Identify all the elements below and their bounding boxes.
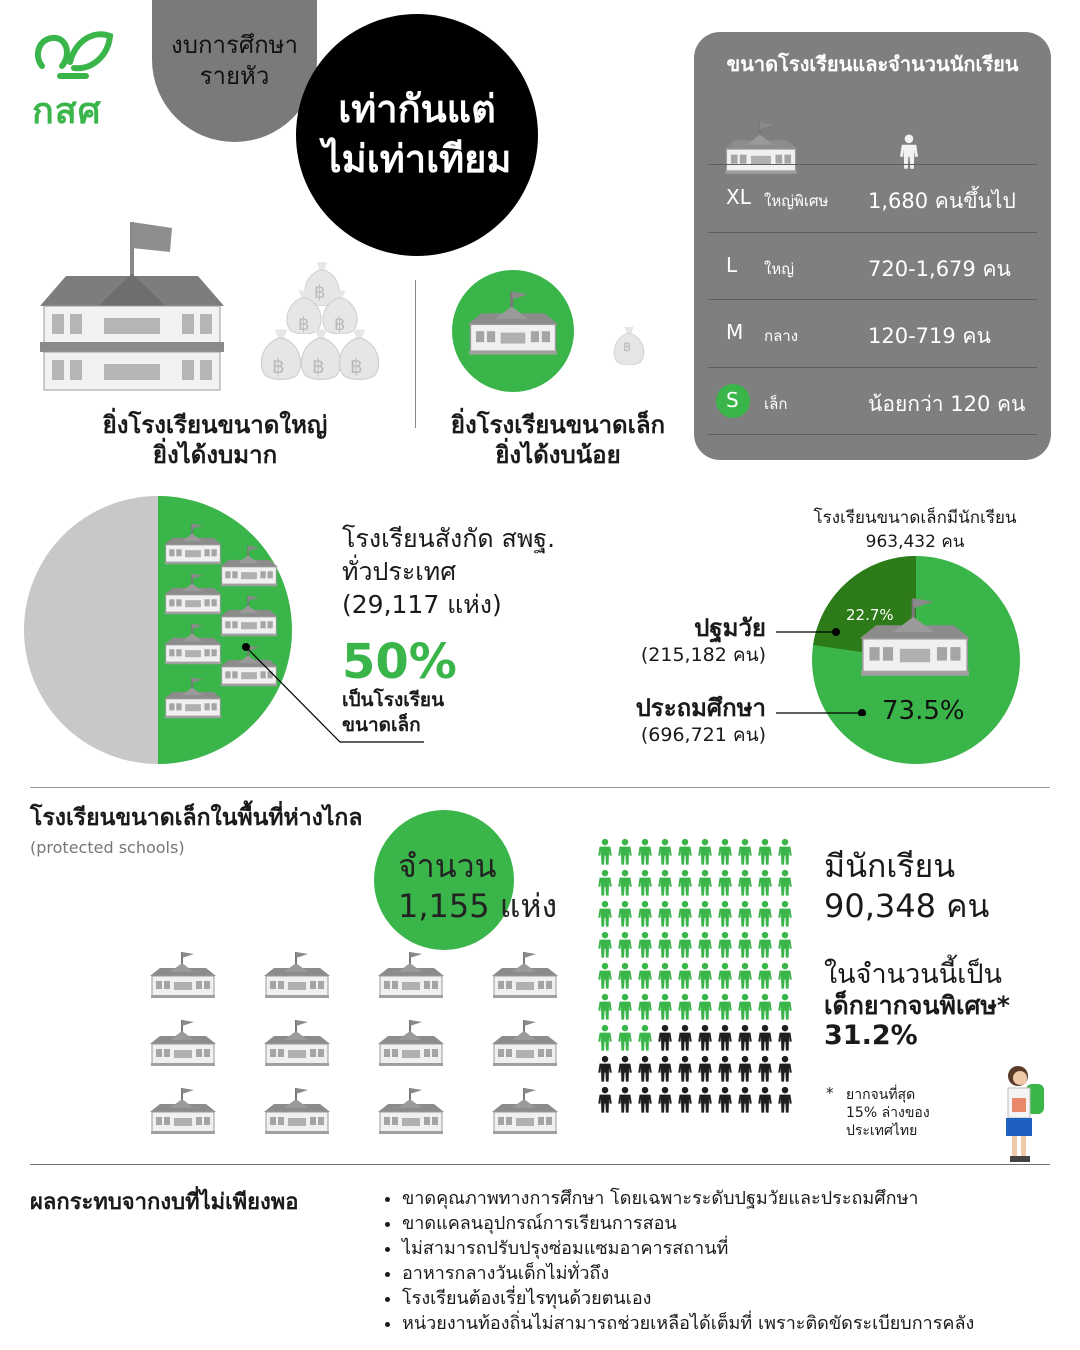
school-icon [490, 950, 560, 1000]
student-icon [696, 900, 714, 928]
student-icon [756, 993, 774, 1021]
school-size-table [694, 32, 1051, 460]
student-icon [676, 962, 694, 990]
school-icon [490, 1018, 560, 1068]
school-icon [148, 950, 218, 1000]
poor-percent: 31.2% [824, 1020, 918, 1051]
poor-student-icon [736, 1086, 754, 1114]
table-row [708, 299, 1037, 366]
student-icon [756, 900, 774, 928]
school-icon [148, 1086, 218, 1136]
logo-text: กสศ [32, 91, 102, 132]
poor-student-icon [756, 1086, 774, 1114]
size-label: กลาง [764, 327, 799, 345]
footnote: ยากจนที่สุด 15% ล่างของ ประเทศไทย [846, 1087, 930, 1139]
impact-item: • ขาดคุณภาพทางการศึกษา โดยเฉพาะระดับปฐมวัยและประถมศึกษา [402, 1186, 1062, 1211]
student-icon [596, 838, 614, 866]
large-school-icon [38, 218, 226, 393]
student-icon [736, 993, 754, 1021]
student-icon [656, 962, 674, 990]
school-icon [376, 1086, 446, 1136]
student-icon [616, 838, 634, 866]
poor-student-icon [696, 1086, 714, 1114]
student-icon [596, 993, 614, 1021]
primary-label: ประถมศึกษา [635, 694, 766, 722]
poor-student-icon [656, 1086, 674, 1114]
impact-title: ผลกระทบจากงบที่ไม่เพียงพอ [30, 1190, 299, 1215]
school-icon [376, 950, 446, 1000]
student-girl-icon [1000, 1064, 1052, 1166]
school-icon [490, 1086, 560, 1136]
student-icon [736, 962, 754, 990]
poor-student-icon [756, 1055, 774, 1083]
baht-symbol: ฿ [272, 354, 285, 378]
student-icon [756, 931, 774, 959]
student-pie-title: โรงเรียนขนาดเล็กมีนักเรียน 963,432 คน [813, 508, 1017, 552]
student-icon [656, 838, 674, 866]
pie-callout-lines [776, 626, 876, 716]
baht-symbol: ฿ [298, 314, 310, 335]
poor-student-icon [716, 1086, 734, 1114]
preschool-label: ปฐมวัย [694, 614, 766, 642]
size-code: S [726, 388, 739, 412]
callout-line [236, 636, 436, 746]
poor-student-icon [756, 1024, 774, 1052]
student-icon [696, 931, 714, 959]
section-divider [30, 1164, 1050, 1165]
small-school-caption-label: เป็นโรงเรียน ขนาดเล็ก [342, 689, 445, 736]
headline-bubble [296, 14, 538, 256]
baht-symbol: ฿ [312, 354, 325, 378]
poor-student-icon [696, 1055, 714, 1083]
student-icon [776, 869, 794, 897]
poor-student-icon [636, 1055, 654, 1083]
student-icon [756, 962, 774, 990]
student-people-grid [596, 838, 796, 1117]
size-count: 120-719 คน [868, 324, 991, 348]
baht-symbol: ฿ [334, 314, 346, 335]
student-icon [776, 993, 794, 1021]
logo-leaf-icon [30, 26, 116, 84]
student-icon [716, 900, 734, 928]
student-icon [616, 1024, 634, 1052]
student-icon [656, 900, 674, 928]
per-capita-text: งบการศึกษา รายหัว [171, 31, 298, 90]
student-icon [716, 962, 734, 990]
student-icon [736, 838, 754, 866]
student-icon [676, 869, 694, 897]
protected-title: โรงเรียนขนาดเล็กในพื้นที่ห่างไกล [30, 805, 363, 831]
large-school-caption: ยิ่งโรงเรียนขนาดใหญ่ ยิ่งได้งบมาก [102, 411, 328, 469]
money-bag-small [610, 322, 648, 366]
student-icon [596, 1024, 614, 1052]
school-icon [262, 1086, 332, 1136]
student-icon [596, 962, 614, 990]
size-code: L [726, 253, 738, 277]
impact-list [382, 1186, 1062, 1336]
student-icon [636, 1024, 654, 1052]
student-icon [616, 962, 634, 990]
size-label: ใหญ่พิเศษ [764, 192, 829, 210]
student-icon [736, 869, 754, 897]
student-icon [656, 931, 674, 959]
student-icon [696, 962, 714, 990]
size-code: XL [726, 185, 751, 209]
poor-intro: ในจำนวนนี้เป็น [824, 959, 1002, 990]
school-icon [262, 950, 332, 1000]
small-school-caption: ยิ่งโรงเรียนขนาดเล็ก ยิ่งได้งบน้อย [450, 411, 666, 469]
impact-item: • ขาดแคลนอุปกรณ์การเรียนการสอน [402, 1211, 1062, 1236]
poor-student-icon [616, 1086, 634, 1114]
baht-symbol: ฿ [314, 282, 326, 303]
student-icon [716, 993, 734, 1021]
obec-schools-title: โรงเรียนสังกัด สพฐ. ทั่วประเทศ (29,117 แห่ง) [342, 524, 556, 619]
protected-students: มีนักเรียน 90,348 คน [824, 847, 990, 925]
preschool-percent: 22.7% [846, 606, 894, 624]
student-icon [616, 900, 634, 928]
preschool-count: (215,182 คน) [640, 644, 766, 666]
student-icon [636, 931, 654, 959]
small-school-percent: 50% [342, 634, 457, 690]
student-icon [616, 931, 634, 959]
student-icon [616, 993, 634, 1021]
student-icon [676, 993, 694, 1021]
primary-count: (696,721 คน) [640, 724, 766, 746]
student-icon [636, 993, 654, 1021]
student-icon [756, 838, 774, 866]
primary-percent: 73.5% [882, 696, 965, 726]
size-count: 720-1,679 คน [868, 257, 1011, 281]
student-icon [736, 931, 754, 959]
impact-item: • โรงเรียนต้องเรี่ยไรทุนด้วยตนเอง [402, 1286, 1062, 1311]
headline-text: เท่ากันแต่ ไม่เท่าเทียม [322, 87, 512, 181]
large-school-illustration [38, 218, 226, 393]
protected-count: จำนวน 1,155 แห่ง [398, 847, 558, 925]
poor-student-icon [776, 1086, 794, 1114]
student-icon [636, 962, 654, 990]
school-icon [262, 1018, 332, 1068]
student-icon [676, 900, 694, 928]
baht-symbol: ฿ [350, 354, 363, 378]
table-row [708, 164, 1037, 231]
student-icon [716, 869, 734, 897]
poor-student-icon [596, 1086, 614, 1114]
student-icon [776, 900, 794, 928]
baht-symbol: ฿ [623, 340, 632, 355]
student-icon [656, 869, 674, 897]
student-icon [776, 931, 794, 959]
student-icon [736, 900, 754, 928]
poor-student-icon [596, 1055, 614, 1083]
student-icon [696, 869, 714, 897]
small-school-circle [452, 270, 574, 392]
section-divider [30, 787, 1050, 788]
poor-student-icon [656, 1024, 674, 1052]
student-icon [596, 869, 614, 897]
student-icon [616, 869, 634, 897]
footnote-mark: * [826, 1084, 834, 1102]
student-icon [636, 869, 654, 897]
student-icon [676, 838, 694, 866]
poor-student-icon [716, 1055, 734, 1083]
per-capita-bubble [152, 0, 317, 142]
student-icon [776, 962, 794, 990]
poor-student-icon [676, 1024, 694, 1052]
impact-item: • อาหารกลางวันเด็กไม่ทั่วถึง [402, 1261, 1062, 1286]
poor-student-icon [676, 1086, 694, 1114]
money-bags-large [254, 258, 384, 388]
table-row [708, 232, 1037, 299]
student-icon [636, 838, 654, 866]
table-row [708, 367, 1037, 435]
poor-student-icon [616, 1055, 634, 1083]
table-title: ขนาดโรงเรียนและจำนวนนักเรียน [726, 52, 1019, 76]
student-icon [596, 931, 614, 959]
poor-student-icon [776, 1055, 794, 1083]
student-icon [636, 900, 654, 928]
size-count: 1,680 คนขึ้นไป [868, 189, 1016, 213]
size-count: น้อยกว่า 120 คน [868, 392, 1026, 416]
student-icon [676, 931, 694, 959]
poor-student-icon [736, 1055, 754, 1083]
size-label: เล็ก [764, 395, 788, 413]
poor-student-icon [676, 1055, 694, 1083]
student-icon [596, 900, 614, 928]
small-school-icon [465, 288, 561, 358]
size-code: M [726, 320, 744, 344]
protected-subtitle: (protected schools) [30, 838, 185, 857]
student-icon [776, 838, 794, 866]
poor-student-icon [776, 1024, 794, 1052]
student-icon [716, 838, 734, 866]
poor-student-icon [736, 1024, 754, 1052]
student-icon [756, 869, 774, 897]
student-icon [696, 838, 714, 866]
poor-label: เด็กยากจนพิเศษ* [824, 991, 1010, 1020]
comparison-divider [415, 280, 416, 428]
student-icon [716, 931, 734, 959]
school-icon [148, 1018, 218, 1068]
student-icon [696, 993, 714, 1021]
impact-item: • ไม่สามารถปรับปรุงซ่อมแซมอาคารสถานที่ [402, 1236, 1062, 1261]
poor-student-icon [636, 1086, 654, 1114]
size-label: ใหญ่ [764, 260, 794, 278]
poor-student-icon [696, 1024, 714, 1052]
impact-item: • หน่วยงานท้องถิ่นไม่สามารถช่วยเหลือได้เต็มที่ เพราะติดขัดระเบียบการคลัง [402, 1311, 1062, 1336]
logo [28, 26, 118, 132]
poor-student-icon [716, 1024, 734, 1052]
student-icon [656, 993, 674, 1021]
student-girl-illustration [1000, 1064, 1052, 1166]
protected-school-grid [148, 950, 568, 1140]
school-icon [376, 1018, 446, 1068]
poor-student-icon [656, 1055, 674, 1083]
